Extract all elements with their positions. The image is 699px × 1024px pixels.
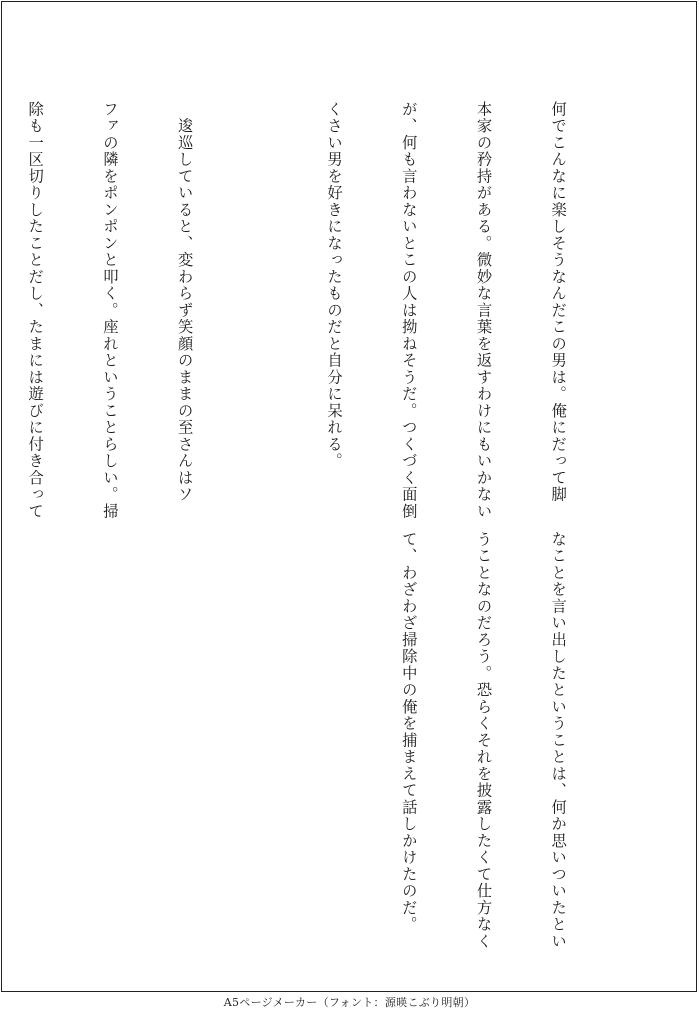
footer-credit: A5ページメーカー（フォント：源暎こぶり明朝） [223,996,476,1009]
blank-line [246,101,271,501]
text-line: なことを言い出したということは、何か思いついたとい [549,531,568,950]
text-line: ファの隣をポンポンと叩く。座れということらしい。掃 [100,101,119,520]
text-line: くさい男を好きになったものだと自分に呆れる。 [325,101,344,470]
text-line: て、わざわざ掃除中の俺を捕まえて話しかけたのだ。 [399,531,418,933]
text-line: 逡巡していると、変わらず笑顔のままの至さんはソ [175,101,194,503]
lower-text-block [371,531,620,950]
text-line: 本家の矜持がある。微妙な言葉を返すわけにもいかない [474,101,493,520]
text-line: うことなのだろう。恐らくそれを披露したくて仕方なく [474,531,493,950]
text-line: 除も一区切りしたことだし、たまには遊びに付き合って [26,101,45,520]
text-line: が、何も言わないとこの人は拗ねそうだ。つくづく面倒 [399,101,418,520]
text-line: 何でこんなに楽しそうなんだこの男は。俺にだって脚 [549,101,568,503]
upper-text-block [0,101,620,520]
